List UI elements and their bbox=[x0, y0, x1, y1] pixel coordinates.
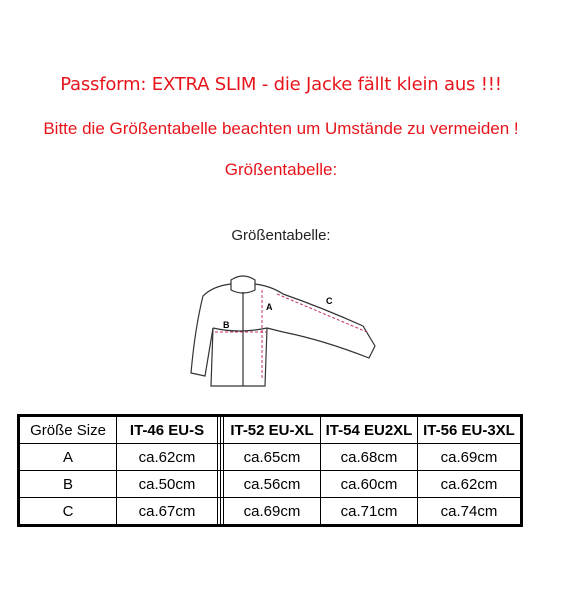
table-cell: ca.71cm bbox=[321, 498, 418, 525]
table-cell: ca.68cm bbox=[321, 444, 418, 471]
size-table bbox=[19, 416, 521, 525]
size-chart-heading: Größentabelle: bbox=[224, 160, 338, 179]
label-c: C bbox=[326, 296, 333, 306]
table-cell: ca.67cm bbox=[117, 498, 218, 525]
fit-notice: Passform: EXTRA SLIM - die Jacke fällt klein aus !!! bbox=[60, 74, 502, 95]
header-it56: IT-56 EU-3XL bbox=[418, 417, 521, 444]
size-chart-advice: Bitte die Größentabelle beachten um Umstände zu vermeiden ! bbox=[43, 119, 519, 138]
table-cell: ca.56cm bbox=[224, 471, 321, 498]
table-cell: ca.50cm bbox=[117, 471, 218, 498]
table-cell: ca.62cm bbox=[117, 444, 218, 471]
jacket-measurement-diagram bbox=[183, 268, 383, 398]
table-cell: ca.60cm bbox=[321, 471, 418, 498]
table-row bbox=[20, 444, 521, 471]
table-header-row bbox=[20, 417, 521, 444]
header-it54: IT-54 EU2XL bbox=[321, 417, 418, 444]
row-label: B bbox=[20, 471, 117, 498]
header-it52: IT-52 EU-XL bbox=[224, 417, 321, 444]
label-b: B bbox=[223, 320, 230, 330]
diagram-caption: Größentabelle: bbox=[231, 227, 331, 244]
table-cell: ca.62cm bbox=[418, 471, 521, 498]
table-cell: ca.74cm bbox=[418, 498, 521, 525]
table-cell: ca.65cm bbox=[224, 444, 321, 471]
header-size: Größe Size bbox=[20, 417, 117, 444]
row-label: A bbox=[20, 444, 117, 471]
table-row bbox=[20, 471, 521, 498]
table-cell: ca.69cm bbox=[418, 444, 521, 471]
row-label: C bbox=[20, 498, 117, 525]
table-row bbox=[20, 498, 521, 525]
label-a: A bbox=[266, 302, 273, 312]
table-cell: ca.69cm bbox=[224, 498, 321, 525]
header-it46: IT-46 EU-S bbox=[117, 417, 218, 444]
